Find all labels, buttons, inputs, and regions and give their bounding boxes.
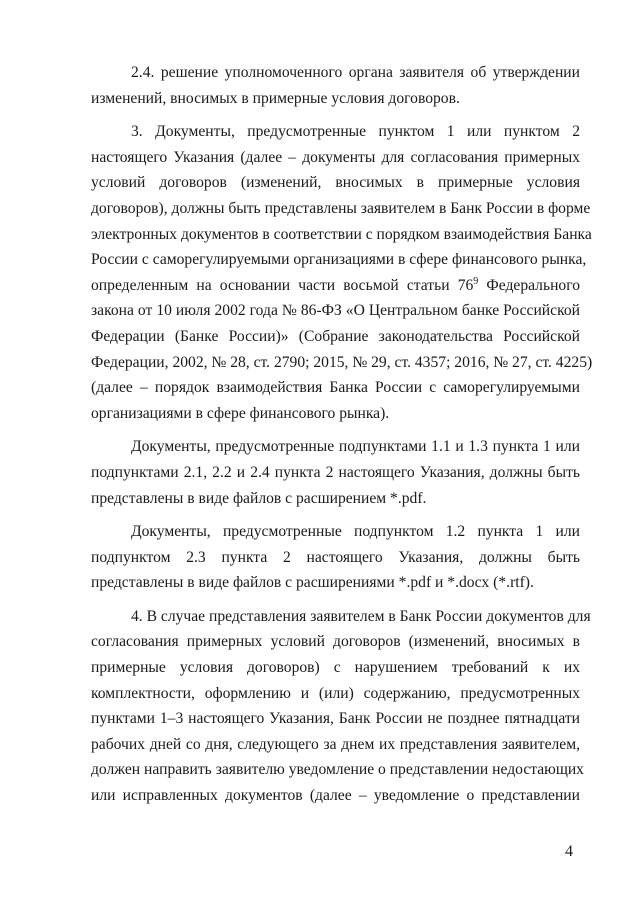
text-line: подпунктом 2.3 пункта 2 настоящего Указания, должны быть (91, 548, 580, 566)
superscript-9: 9 (473, 275, 479, 287)
text-line: настоящего Указания (далее – документы для согласования примерных (91, 148, 580, 166)
line-text: определенным на основании части восьмой статьи 76 (91, 276, 474, 294)
text-line: 3. Документы, предусмотренные пунктом 1 или пунктом 2 (131, 123, 580, 141)
text-line: или исправленных документов (далее – уведомление о представлении (91, 787, 580, 805)
text-line: пунктами 1–3 настоящего Указания, Банк России не позднее пятнадцати (91, 710, 580, 728)
paragraph-4 (91, 604, 591, 809)
text-line: рабочих дней со дня, следующего за днем их представления заявителем, (91, 735, 580, 753)
text-line-with-superscript (91, 273, 580, 299)
paragraph-documents-pdf (91, 434, 580, 511)
text-line: 2.4. решение уполномоченного органа заявителя об утверждении (131, 64, 580, 81)
text-line: изменений, вносимых в примерные условия договоров. (91, 89, 460, 107)
text-line: закона от 10 июля 2002 года № 86-ФЗ «О Центральном банке Российской (91, 302, 580, 320)
page-number: 4 (565, 843, 573, 860)
text-line: организациями в сфере финансового рынка). (91, 404, 390, 422)
text-line: России с саморегулируемыми организациями в сфере финансового рынка, (91, 251, 587, 269)
paragraph-3 (91, 119, 593, 426)
text-line: комплектности, оформлению и (или) содержанию, предусмотренных (91, 684, 580, 702)
text-line: Федерации, 2002, № 28, ст. 2790; 2015, № 29, ст. 4357; 2016, № 27, ст. 4225) (91, 353, 593, 371)
document-body (91, 60, 593, 809)
text-line: подпунктами 2.1, 2.2 и 2.4 пункта 2 настоящего Указания, должны быть (91, 463, 580, 481)
paragraph-documents-docx (91, 519, 580, 596)
paragraph-2-4 (91, 60, 580, 111)
text-line: примерные условия договоров) с нарушением требований к их (91, 659, 580, 677)
text-line: согласования примерных условий договоров (изменений, вносимых в (91, 633, 580, 651)
text-line: 4. В случае представления заявителем в Банк России документов для (131, 607, 591, 625)
text-line: Федерации (Банке России)» (Собрание законодательства Российской (91, 327, 580, 345)
text-line: Документы, предусмотренные подпунктами 1.1 и 1.3 пункта 1 или (131, 438, 580, 456)
text-line: Документы, предусмотренные подпунктом 1.2 пункта 1 или (131, 523, 580, 541)
text-line: должен направить заявителю уведомление о представлении недостающих (91, 761, 584, 779)
text-line: условий договоров (изменений, вносимых в примерные условия (91, 174, 580, 192)
text-line: (далее – порядок взаимодействия Банка России с саморегулируемыми (91, 379, 580, 397)
text-line: представлены в виде файлов с расширением *.pdf. (91, 489, 427, 507)
text-line: электронных документов в соответствии с порядком взаимодействия Банка (91, 225, 592, 243)
text-line: договоров), должны быть представлены заявителем в Банк России в форме (91, 199, 591, 217)
text-line: представлены в виде файлов с расширениями *.pdf и *.docx (*.rtf). (91, 574, 534, 592)
line-tail: Федерального (478, 276, 581, 294)
